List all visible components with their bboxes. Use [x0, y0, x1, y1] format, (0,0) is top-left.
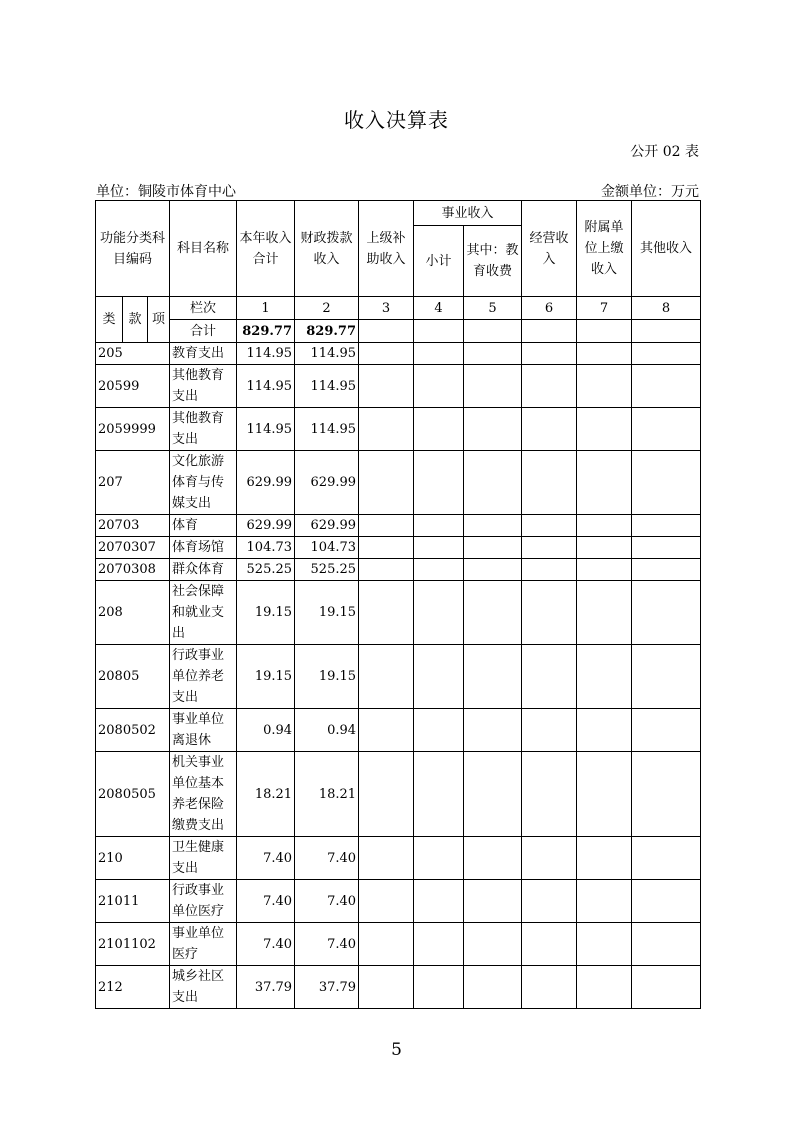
- row-code: 208: [96, 581, 170, 645]
- empty-cell: [464, 365, 522, 408]
- empty-cell: [522, 408, 577, 451]
- empty-cell: [414, 365, 464, 408]
- empty-cell: [632, 752, 701, 837]
- row-fiscal: 18.21: [295, 752, 359, 837]
- table-row: [96, 880, 701, 923]
- empty-cell: [577, 451, 632, 515]
- empty-cell: [414, 752, 464, 837]
- empty-cell: [464, 752, 522, 837]
- empty-cell: [577, 880, 632, 923]
- empty-cell: [522, 966, 577, 1009]
- total-label: 合计: [170, 320, 237, 343]
- row-name: 文化旅游体育与传媒支出: [170, 451, 237, 515]
- empty-cell: [359, 451, 414, 515]
- row-code: 21011: [96, 880, 170, 923]
- empty-cell: [359, 709, 414, 752]
- empty-cell: [632, 559, 701, 581]
- row-name: 行政事业单位医疗: [170, 880, 237, 923]
- row-fiscal: 7.40: [295, 923, 359, 966]
- empty-cell: [414, 880, 464, 923]
- header-affiliated: 附属单位上缴收入: [577, 201, 632, 297]
- row-total: 7.40: [237, 837, 295, 880]
- empty-cell: [464, 343, 522, 365]
- empty-cell: [577, 537, 632, 559]
- empty-cell: [577, 515, 632, 537]
- table-row: [96, 966, 701, 1009]
- col-num-8: 8: [632, 297, 701, 320]
- empty-cell: [577, 645, 632, 709]
- total-income-value: 829.77: [237, 320, 295, 343]
- row-fiscal: 0.94: [295, 709, 359, 752]
- row-total: 629.99: [237, 451, 295, 515]
- row-name: 机关事业单位基本养老保险缴费支出: [170, 752, 237, 837]
- row-total: 629.99: [237, 515, 295, 537]
- row-code: 20599: [96, 365, 170, 408]
- empty-cell: [632, 709, 701, 752]
- table-row: [96, 645, 701, 709]
- header-column-order: 栏次: [170, 297, 237, 320]
- row-total: 525.25: [237, 559, 295, 581]
- row-total: 104.73: [237, 537, 295, 559]
- empty-cell: [464, 837, 522, 880]
- empty-cell: [632, 581, 701, 645]
- empty-cell: [577, 365, 632, 408]
- empty-cell: [577, 752, 632, 837]
- empty-cell: [464, 966, 522, 1009]
- empty-cell: [464, 709, 522, 752]
- row-code: 2059999: [96, 408, 170, 451]
- row-name: 教育支出: [170, 343, 237, 365]
- empty-cell: [414, 581, 464, 645]
- row-name: 城乡社区支出: [170, 966, 237, 1009]
- empty-cell: [464, 408, 522, 451]
- table-row: [96, 709, 701, 752]
- empty-cell: [414, 408, 464, 451]
- row-fiscal: 104.73: [295, 537, 359, 559]
- empty-cell: [359, 752, 414, 837]
- empty-cell: [632, 343, 701, 365]
- row-name: 体育: [170, 515, 237, 537]
- page-title: 收入决算表: [344, 108, 449, 132]
- empty-cell: [632, 645, 701, 709]
- table-row: [96, 923, 701, 966]
- empty-cell: [464, 645, 522, 709]
- empty-cell: [359, 837, 414, 880]
- row-code: 212: [96, 966, 170, 1009]
- row-fiscal: 629.99: [295, 515, 359, 537]
- empty-cell: [632, 451, 701, 515]
- empty-cell: [577, 408, 632, 451]
- row-name: 事业单位医疗: [170, 923, 237, 966]
- row-total: 7.40: [237, 923, 295, 966]
- empty-cell: [359, 645, 414, 709]
- table-row: [96, 559, 701, 581]
- empty-cell: [464, 559, 522, 581]
- row-fiscal: 114.95: [295, 365, 359, 408]
- row-total: 0.94: [237, 709, 295, 752]
- total-fiscal-value: 829.77: [295, 320, 359, 343]
- empty-cell: [464, 581, 522, 645]
- empty-cell: [414, 537, 464, 559]
- empty-cell: [522, 343, 577, 365]
- empty-cell: [577, 320, 632, 343]
- table-row: [96, 515, 701, 537]
- form-number: 公开 02 表: [630, 144, 699, 160]
- empty-cell: [577, 923, 632, 966]
- row-fiscal: 37.79: [295, 966, 359, 1009]
- row-fiscal: 7.40: [295, 880, 359, 923]
- col-num-2: 2: [295, 297, 359, 320]
- empty-cell: [632, 837, 701, 880]
- empty-cell: [522, 559, 577, 581]
- empty-cell: [359, 923, 414, 966]
- empty-cell: [359, 320, 414, 343]
- empty-cell: [414, 559, 464, 581]
- empty-cell: [632, 537, 701, 559]
- header-subject-name: 科目名称: [170, 201, 237, 297]
- row-name: 事业单位离退休: [170, 709, 237, 752]
- row-fiscal: 114.95: [295, 343, 359, 365]
- empty-cell: [577, 581, 632, 645]
- empty-cell: [359, 408, 414, 451]
- empty-cell: [359, 559, 414, 581]
- table-row: [96, 451, 701, 515]
- row-name: 群众体育: [170, 559, 237, 581]
- row-fiscal: 114.95: [295, 408, 359, 451]
- empty-cell: [414, 709, 464, 752]
- table-row: [96, 837, 701, 880]
- empty-cell: [464, 537, 522, 559]
- empty-cell: [632, 365, 701, 408]
- row-name: 其他教育支出: [170, 408, 237, 451]
- empty-cell: [577, 559, 632, 581]
- empty-cell: [359, 343, 414, 365]
- empty-cell: [522, 581, 577, 645]
- header-operating: 经营收入: [522, 201, 577, 297]
- header-total-income: 本年收入合计: [237, 201, 295, 297]
- empty-cell: [359, 537, 414, 559]
- header-edu-fee: 其中：教育收费: [464, 226, 522, 297]
- row-code: 205: [96, 343, 170, 365]
- empty-cell: [522, 451, 577, 515]
- empty-cell: [522, 837, 577, 880]
- row-total: 19.15: [237, 645, 295, 709]
- header-xiang: 项: [148, 297, 170, 343]
- row-fiscal: 629.99: [295, 451, 359, 515]
- header-career: 事业收入: [414, 201, 522, 226]
- table-row: [96, 408, 701, 451]
- row-total: 114.95: [237, 365, 295, 408]
- row-code: 2080505: [96, 752, 170, 837]
- row-total: 19.15: [237, 581, 295, 645]
- row-fiscal: 7.40: [295, 837, 359, 880]
- empty-cell: [414, 451, 464, 515]
- row-name: 社会保障和就业支出: [170, 581, 237, 645]
- income-table: [95, 200, 701, 1009]
- empty-cell: [414, 320, 464, 343]
- empty-cell: [522, 880, 577, 923]
- header-subtotal: 小计: [414, 226, 464, 297]
- empty-cell: [414, 343, 464, 365]
- table-row: [96, 752, 701, 837]
- row-code: 210: [96, 837, 170, 880]
- empty-cell: [414, 837, 464, 880]
- empty-cell: [464, 451, 522, 515]
- header-lei: 类: [96, 297, 123, 343]
- empty-cell: [464, 320, 522, 343]
- empty-cell: [522, 752, 577, 837]
- row-total: 7.40: [237, 880, 295, 923]
- empty-cell: [522, 320, 577, 343]
- page-number: 5: [391, 1040, 402, 1060]
- row-code: 2070307: [96, 537, 170, 559]
- empty-cell: [414, 923, 464, 966]
- row-total: 114.95: [237, 343, 295, 365]
- empty-cell: [359, 515, 414, 537]
- header-other: 其他收入: [632, 201, 701, 297]
- empty-cell: [577, 966, 632, 1009]
- row-total: 37.79: [237, 966, 295, 1009]
- row-name: 体育场馆: [170, 537, 237, 559]
- empty-cell: [632, 320, 701, 343]
- empty-cell: [359, 365, 414, 408]
- empty-cell: [522, 645, 577, 709]
- row-name: 其他教育支出: [170, 365, 237, 408]
- row-code: 2080502: [96, 709, 170, 752]
- row-total: 18.21: [237, 752, 295, 837]
- row-name: 行政事业单位养老支出: [170, 645, 237, 709]
- empty-cell: [359, 880, 414, 923]
- empty-cell: [414, 515, 464, 537]
- col-num-4: 4: [414, 297, 464, 320]
- row-code: 20805: [96, 645, 170, 709]
- empty-cell: [577, 709, 632, 752]
- row-code: 207: [96, 451, 170, 515]
- row-code: 2070308: [96, 559, 170, 581]
- row-name: 卫生健康支出: [170, 837, 237, 880]
- empty-cell: [577, 837, 632, 880]
- empty-cell: [359, 581, 414, 645]
- empty-cell: [464, 515, 522, 537]
- empty-cell: [522, 515, 577, 537]
- row-fiscal: 525.25: [295, 559, 359, 581]
- col-num-5: 5: [464, 297, 522, 320]
- empty-cell: [522, 365, 577, 408]
- empty-cell: [632, 923, 701, 966]
- empty-cell: [577, 343, 632, 365]
- unit-label: 单位：铜陵市体育中心: [96, 184, 236, 200]
- row-fiscal: 19.15: [295, 645, 359, 709]
- empty-cell: [632, 880, 701, 923]
- empty-cell: [359, 966, 414, 1009]
- table-row: [96, 343, 701, 365]
- empty-cell: [522, 923, 577, 966]
- col-num-1: 1: [237, 297, 295, 320]
- empty-cell: [414, 645, 464, 709]
- col-num-7: 7: [577, 297, 632, 320]
- row-fiscal: 19.15: [295, 581, 359, 645]
- col-num-3: 3: [359, 297, 414, 320]
- empty-cell: [464, 880, 522, 923]
- row-total: 114.95: [237, 408, 295, 451]
- empty-cell: [522, 709, 577, 752]
- empty-cell: [632, 408, 701, 451]
- table-row: [96, 365, 701, 408]
- amount-unit-label: 金额单位：万元: [601, 184, 699, 200]
- empty-cell: [522, 537, 577, 559]
- header-func-code: 功能分类科目编码: [96, 201, 170, 297]
- empty-cell: [632, 966, 701, 1009]
- empty-cell: [414, 966, 464, 1009]
- header-subsidy: 上级补助收入: [359, 201, 414, 297]
- header-fiscal: 财政拨款收入: [295, 201, 359, 297]
- header-kuan: 款: [123, 297, 148, 343]
- table-row: [96, 581, 701, 645]
- empty-cell: [464, 923, 522, 966]
- empty-cell: [632, 515, 701, 537]
- row-code: 20703: [96, 515, 170, 537]
- col-num-6: 6: [522, 297, 577, 320]
- table-row: [96, 537, 701, 559]
- row-code: 2101102: [96, 923, 170, 966]
